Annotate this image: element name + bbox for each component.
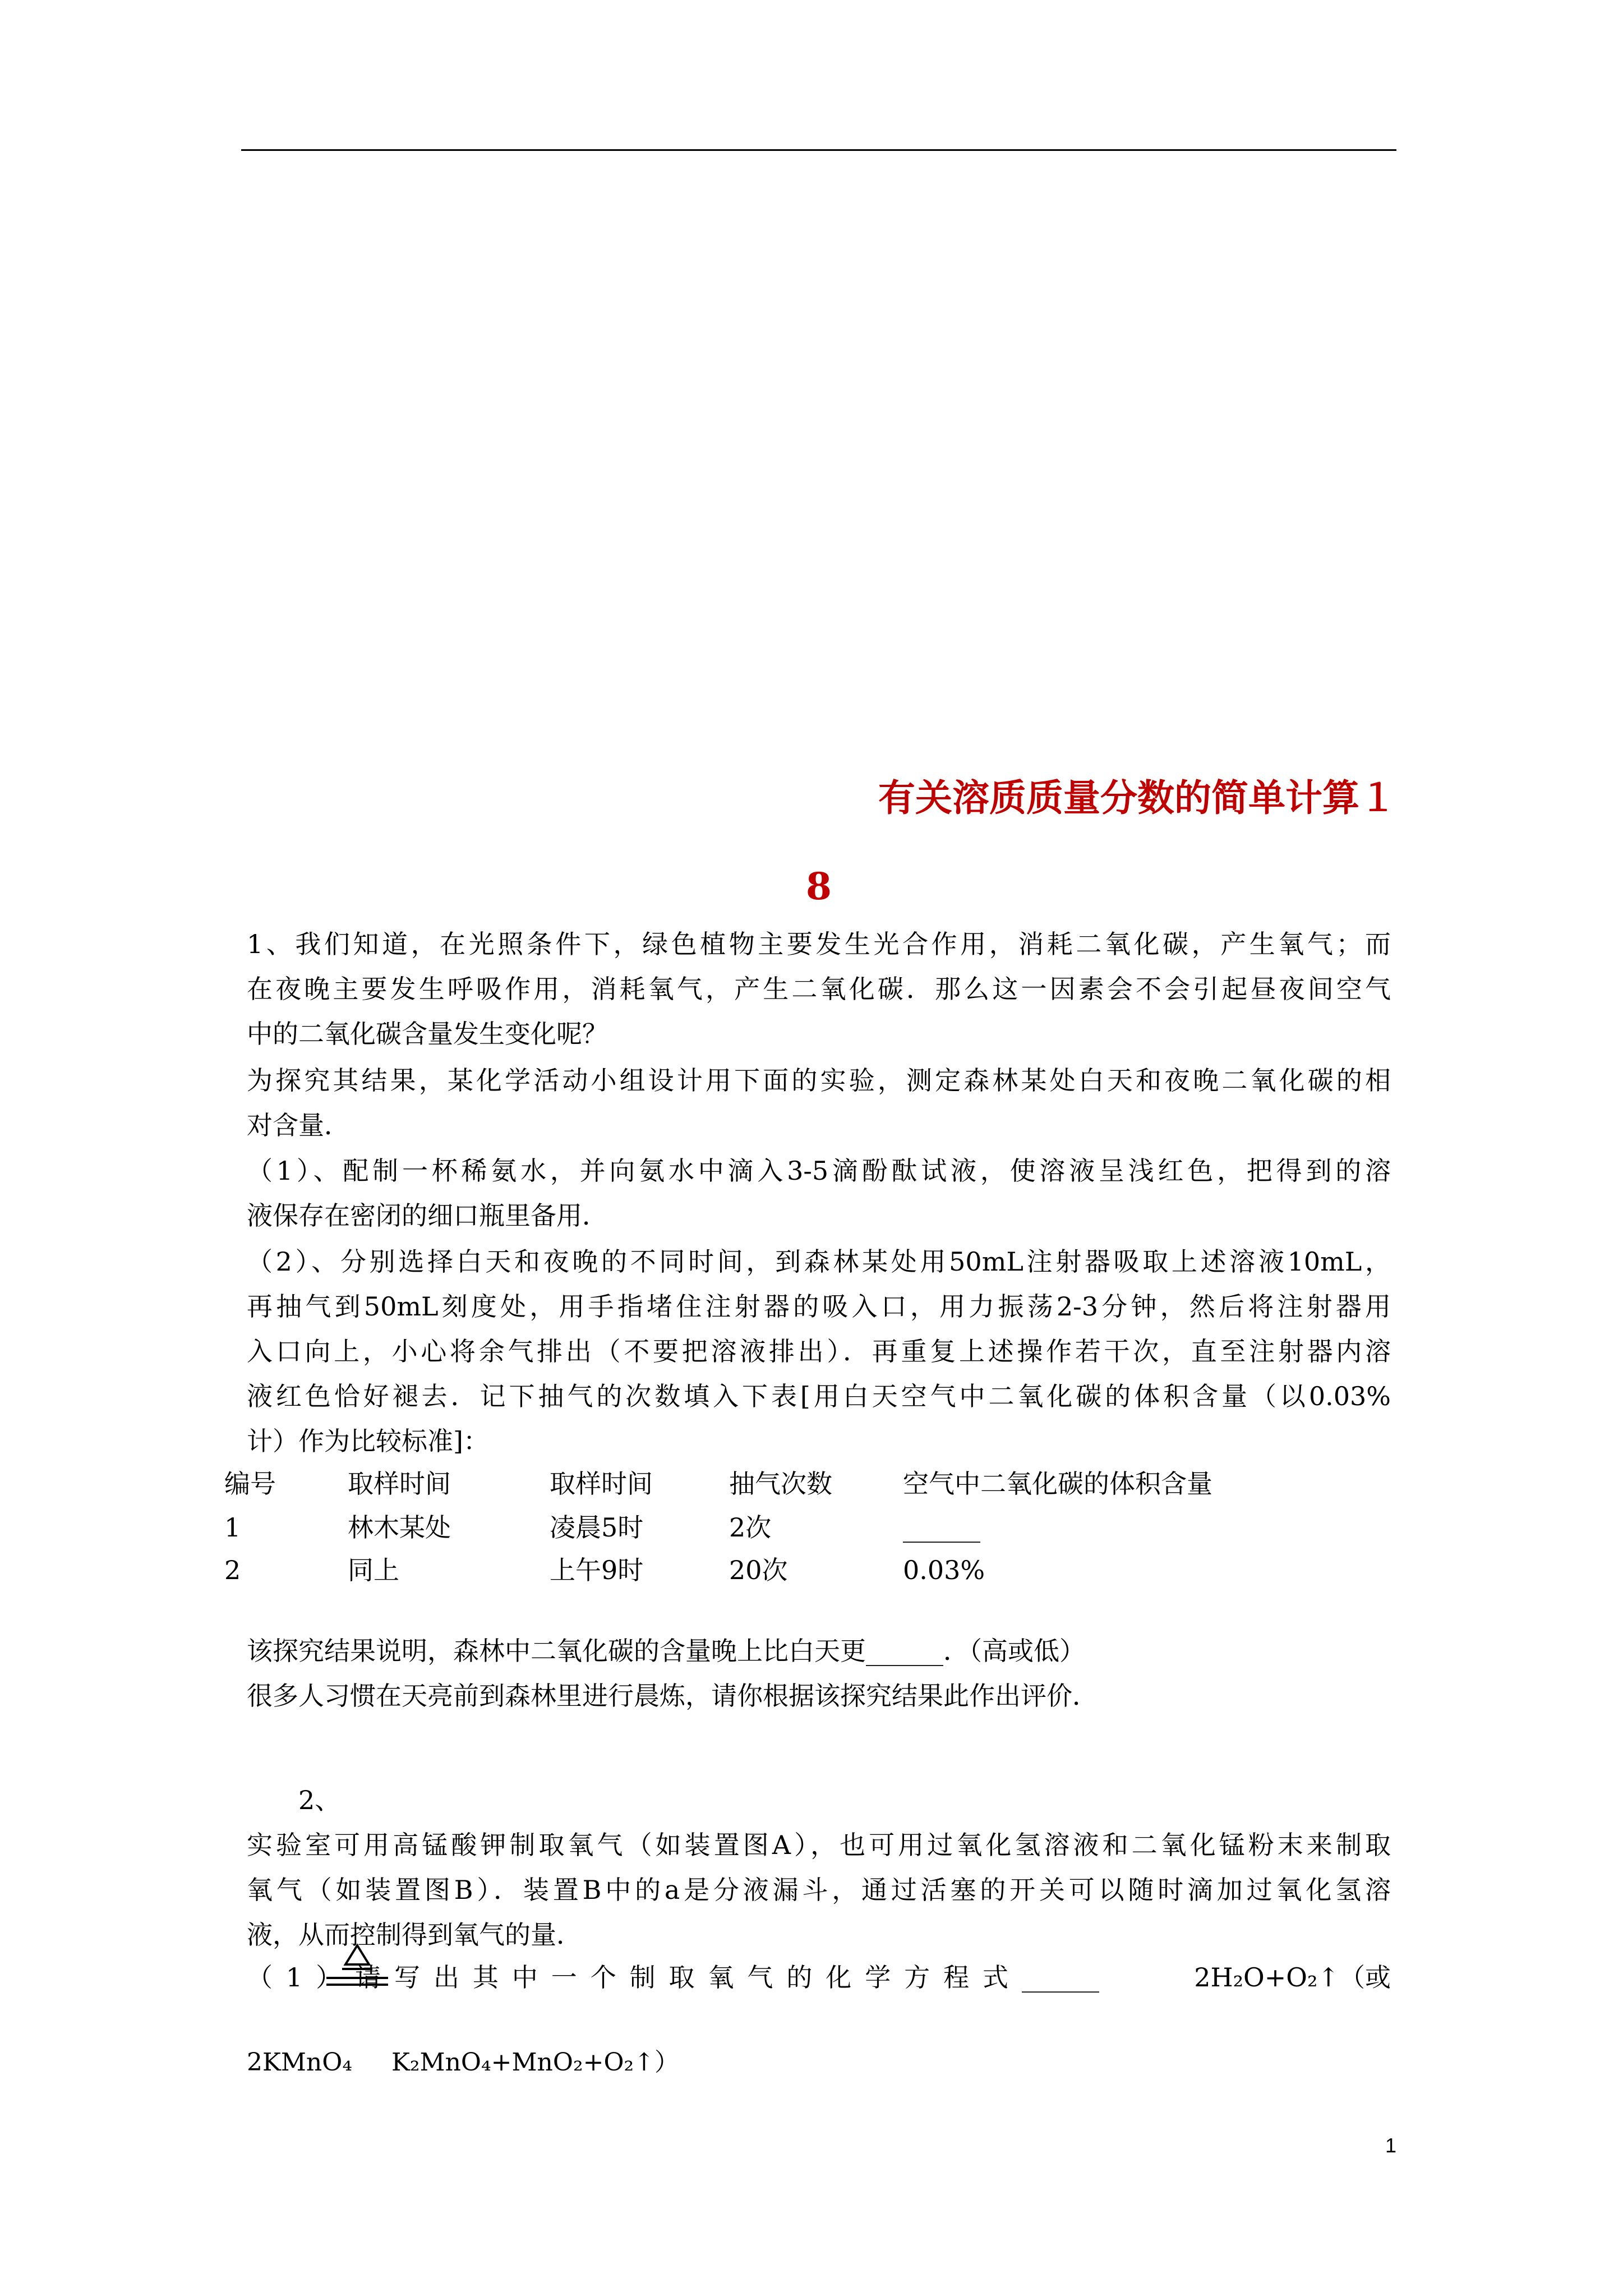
document-title: 有关溶质质量分数的简单计算１ [878, 776, 1396, 820]
page-number: 1 [1385, 2134, 1396, 2157]
q1-step2-line-5: 计）作为比较标准]： [247, 1426, 489, 1456]
q1-intro-line-1: 1、我们知道，在光照条件下，绿色植物主要发生光合作用，消耗二氧化碳，产生氧气；而 [247, 929, 1391, 959]
q1-step2-line-1: （2）、分别选择白天和夜晚的不同时间，到森林某处用50mL注射器吸取上述溶液10mL， [247, 1246, 1391, 1277]
q2-body-line-1: 实验室可用高锰酸钾制取氧气（如装置图A），也可用过氧化氢溶液和二氧化锰粉末来制取 [247, 1830, 1391, 1860]
q2-sub1-equation-tail: 2H₂O+O₂↑（或 [1194, 1962, 1391, 1993]
q1-step2-line-3: 入口向上，小心将余气排出（不要把溶液排出）．再重复上述操作若干次，直至注射器内溶 [247, 1336, 1391, 1366]
q1-purpose-line-2: 对含量． [247, 1110, 350, 1140]
table-header-cell: 空气中二氧化碳的体积含量 [903, 1469, 1212, 1499]
equation-reactant: 2KMnO₄ [247, 2048, 352, 2077]
table-cell: 同上 [348, 1555, 399, 1585]
table-cell: 0.03% [903, 1555, 985, 1585]
table-header-cell: 取样时间 [550, 1469, 653, 1499]
table-cell: 上午9时 [550, 1555, 644, 1585]
q1-evaluation-line: 很多人习惯在天亮前到森林里进行晨炼，请你根据该探究结果此作出评价． [247, 1681, 1098, 1711]
table-cell: 1 [224, 1512, 241, 1543]
table-cell: 凌晨5时 [550, 1512, 644, 1543]
table-cell: 20次 [729, 1555, 788, 1585]
q2-sub1-prompt: （1）请写出其中一个制取氧气的化学方程式______ [247, 1962, 1099, 1993]
answer-blank: ______ [903, 1512, 980, 1543]
table-header-cell: 抽气次数 [729, 1469, 832, 1499]
q2-number: 2、 [298, 1785, 341, 1815]
document-title-continuation: 8 [806, 864, 832, 908]
q1-intro-line-3: 中的二氧化碳含量发生变化呢？ [247, 1019, 608, 1049]
table-cell: 2次 [729, 1512, 772, 1543]
q2-body-line-2: 氧气（如装置图B）．装置B中的a是分液漏斗，通过活塞的开关可以随时滴加过氧化氢溶 [247, 1875, 1391, 1905]
q1-step2-line-2: 再抽气到50mL刻度处，用手指堵住注射器的吸入口，用力振荡2-3分钟，然后将注射器用 [247, 1291, 1391, 1322]
q1-intro-line-2: 在夜晚主要发生呼吸作用，消耗氧气，产生二氧化碳．那么这一因素会不会引起昼夜间空气 [247, 974, 1391, 1004]
q1-step1-line-1: （1）、配制一杯稀氨水，并向氨水中滴入3-5滴酚酞试液，使溶液呈浅红色，把得到的溶 [247, 1156, 1391, 1186]
q1-purpose-line-1: 为探究其结果，某化学活动小组设计用下面的实验，测定森林某处白天和夜晚二氧化碳的相 [247, 1065, 1391, 1096]
table-header-cell: 取样时间 [348, 1469, 451, 1499]
header-rule [241, 149, 1396, 151]
q1-step1-line-2: 液保存在密闭的细口瓶里备用． [247, 1200, 608, 1231]
q2-body-line-3: 液，从而控制得到氧气的量． [247, 1920, 582, 1950]
q1-step2-line-4: 液红色恰好褪去．记下抽气的次数填入下表[用白天空气中二氧化碳的体积含量（以0.03% [247, 1381, 1391, 1411]
table-cell: 2 [224, 1555, 241, 1585]
table-cell: 林木某处 [348, 1512, 451, 1543]
heating-condition-icon [326, 1942, 388, 1989]
table-header-cell: 编号 [224, 1469, 276, 1499]
equation-products: K₂MnO₄+MnO₂+O₂↑） [391, 2048, 680, 2077]
q1-conclusion-line: 该探究结果说明，森林中二氧化碳的含量晚上比白天更______．（高或低） [247, 1636, 1085, 1666]
